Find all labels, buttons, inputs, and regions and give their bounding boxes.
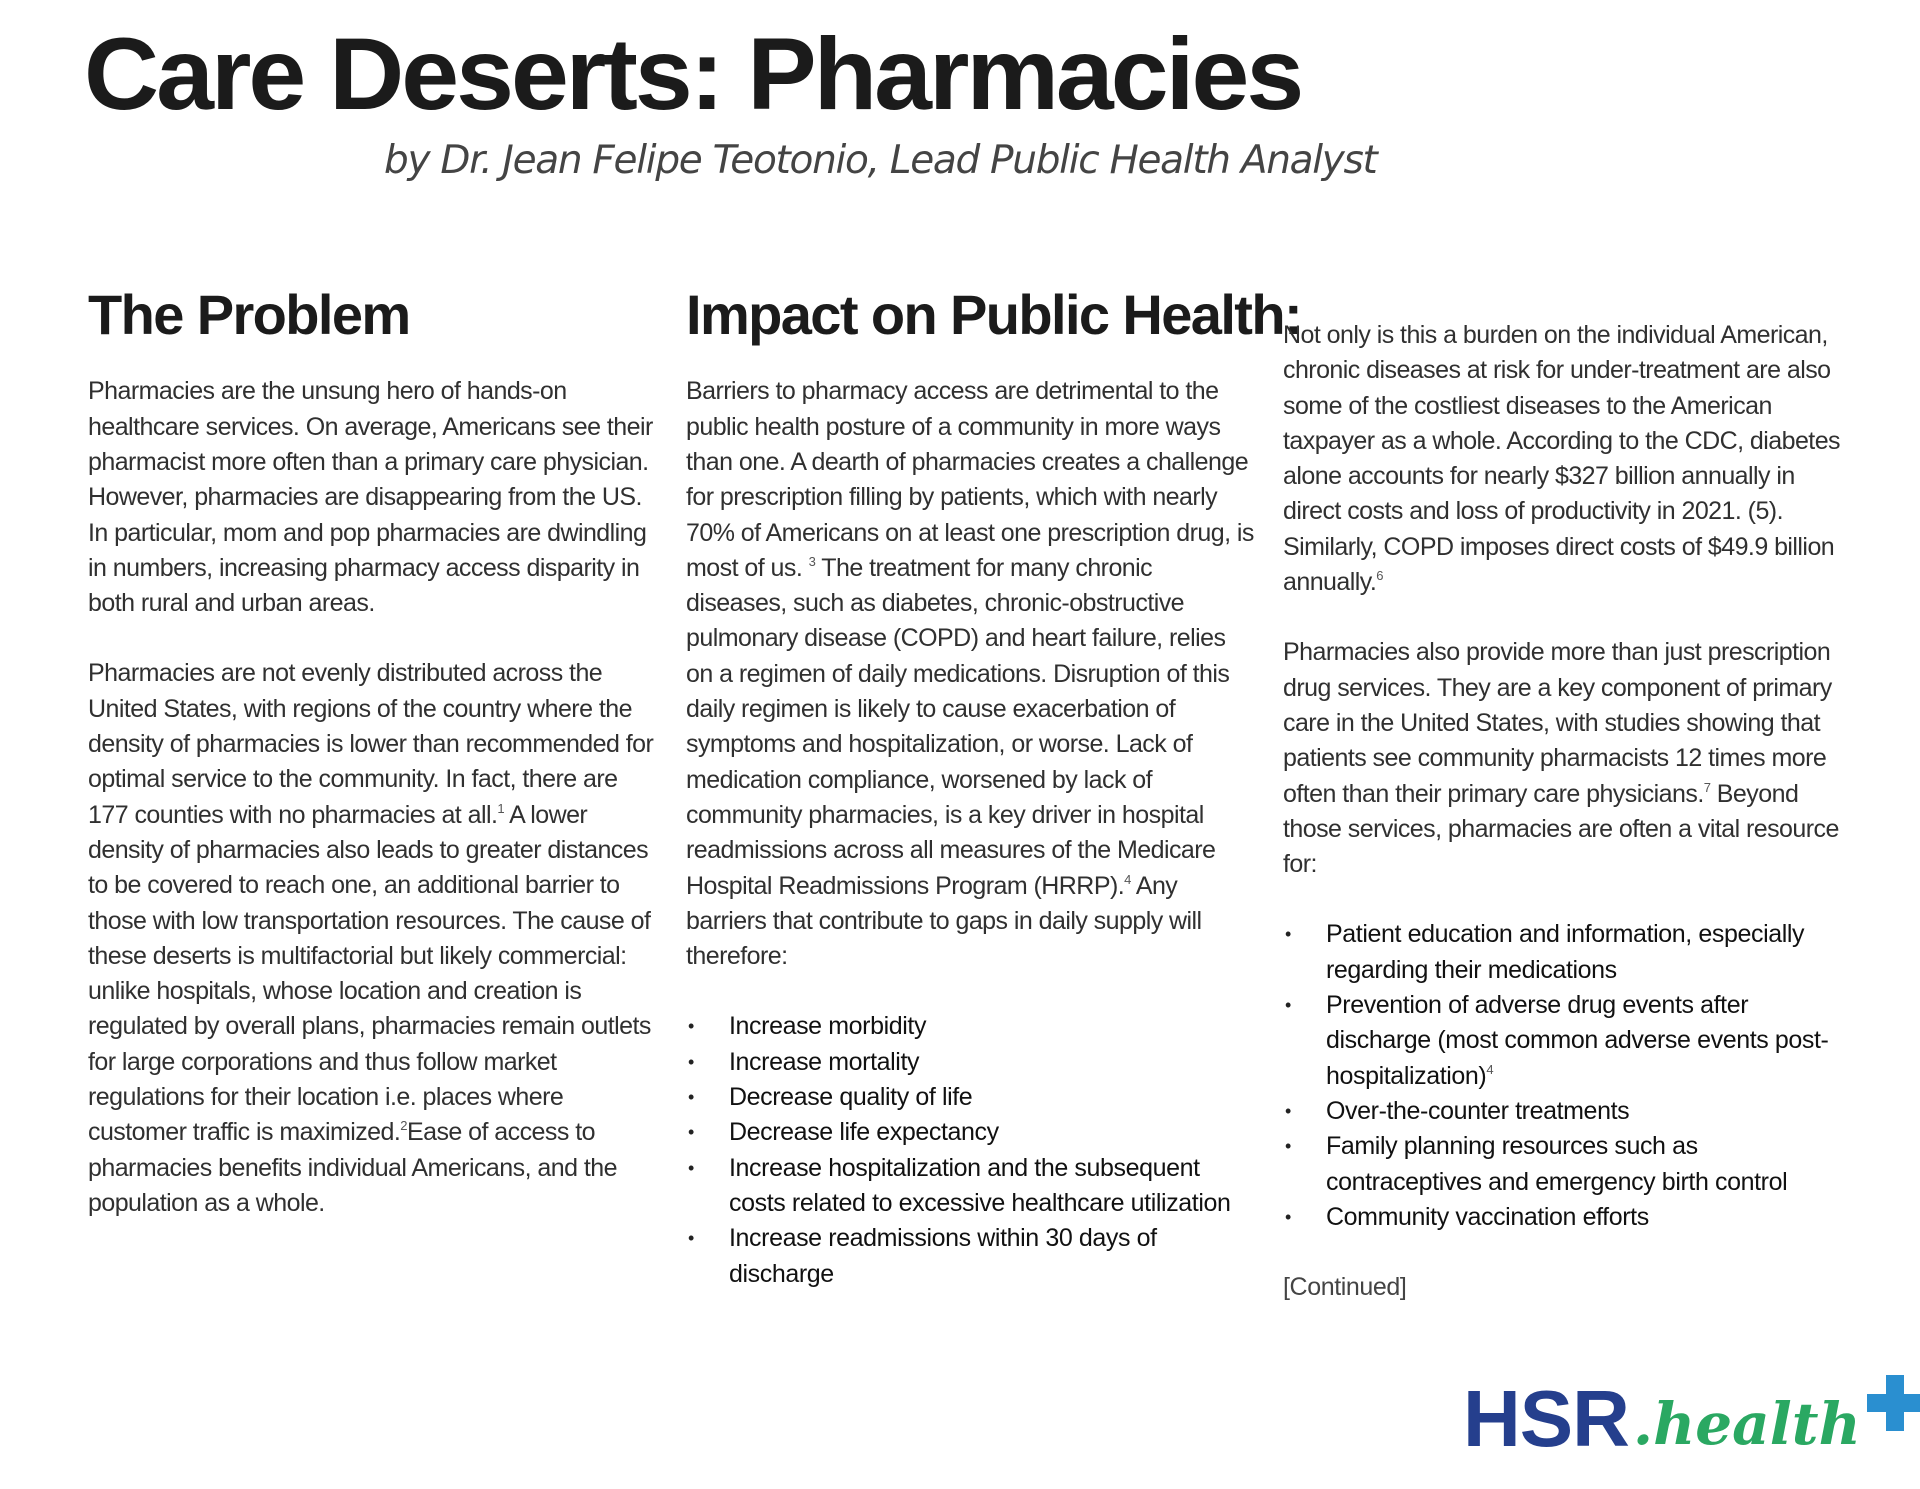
list-item: • Increase readmissions within 30 days of discharge [686, 1221, 1256, 1292]
page-title: Care Deserts: Pharmacies [84, 18, 1302, 132]
impact-column [686, 283, 1302, 1327]
list-item: • Decrease life expectancy [686, 1115, 1256, 1150]
footnote-ref: 7 [1703, 779, 1711, 795]
plus-icon [1867, 1375, 1920, 1431]
footnote-ref: 4 [1124, 871, 1131, 887]
hsr-health-logo [1463, 1374, 1920, 1463]
list-item: • Community vaccination efforts [1283, 1200, 1853, 1235]
footnote-ref: 1 [497, 800, 505, 816]
impact-heading: Impact on Public Health: [686, 283, 1302, 346]
continued-note: [Continued] [1283, 1273, 1407, 1302]
costs-column [1283, 318, 1853, 1305]
list-item: • Increase hospitalization and the subsequent costs related to excessive healthcare utilization [686, 1151, 1256, 1222]
list-item: • Increase mortality [686, 1045, 1256, 1080]
list-item: • Decrease quality of life [686, 1080, 1256, 1115]
services-paragraph: Pharmacies also provide more than just prescription drug services. They are a key component of primary care in the United States, with studies showing that patients see community pharmacists 12 times more often than their primary care physicians.$^7$ Beyond those services, pharmacies are often a vital resource for: [1283, 638, 1839, 879]
logo-wordmark-health: .health [1632, 1390, 1861, 1458]
list-item: • Family planning resources such as contraceptives and emergency birth control [1283, 1129, 1853, 1200]
problem-column [88, 283, 658, 1256]
footnote-ref: 6 [1376, 568, 1383, 584]
list-item: • Prevention of adverse drug events after discharge (most common adverse events post-hospitalization)$^4$ [1283, 988, 1853, 1094]
impact-paragraph: Barriers to pharmacy access are detrimental to the public health posture of a community in more ways than one. A dearth of pharmacies creates a challenge for prescription filling by patients, which with nearly 70% of Americans on at least one prescription drug, is most of us. $^3$ The treatment for many chronic diseases, such as diabetes, chronic-obstructive pulmonary disease (COPD) and heart failure, relies on a regimen of daily medications. Disruption of this daily regimen is likely to cause exacerbation of symptoms and hospitalization, or worse. Lack of medication compliance, worsened by lack of community pharmacies, is a key driver in hospital readmissions across all measures of the Medicare Hospital Readmissions Program (HRRP).$^4$ Any barriers that contribute to gaps in daily supply will therefore: [686, 377, 1254, 971]
list-item: • Patient education and information, especially regarding their medications [1283, 917, 1853, 988]
problem-paragraph-2: Pharmacies are not evenly distributed across the United States, with regions of the country where the density of pharmacies is lower than recommended for optimal service to the community. In fact, there are 177 counties with no pharmacies at all.$^1$ A lower density of pharmacies also leads to greater distances to be covered to reach one, an additional barrier to those with low transportation resources. The cause of these deserts is multifactorial but likely commercial: unlike hospitals, whose location and creation is regulated by overall plans, pharmacies remain outlets for large corporations and thus follow market regulations for their location i.e. places where customer traffic is maximized.$^2$Ease of access to pharmacies benefits individual Americans, and the population as a whole. [88, 659, 654, 1217]
footnote-ref: 4 [1486, 1061, 1494, 1077]
list-item: • Increase morbidity [686, 1009, 1256, 1044]
list-item: • Over-the-counter treatments [1283, 1094, 1853, 1129]
problem-paragraph-1: Pharmacies are the unsung hero of hands-on healthcare services. On average, Americans see their pharmacist more often than a primary care physician. However, pharmacies are disappearing from the US. In particular, mom and pop pharmacies are dwindling in numbers, increasing pharmacy access disparity in both rural and urban areas. [88, 377, 653, 618]
footnote-ref: 2 [400, 1118, 407, 1134]
author-byline: by Dr. Jean Felipe Teotonio, Lead Public Health Analyst [384, 138, 1377, 183]
services-bullet-list [1283, 917, 1853, 1235]
footnote-ref: 3 [808, 553, 816, 569]
logo-wordmark-hsr: HSR [1463, 1374, 1629, 1463]
problem-heading: The Problem [88, 283, 410, 346]
impact-bullet-list [686, 1009, 1256, 1291]
costs-paragraph: Not only is this a burden on the individual American, chronic diseases at risk for under-treatment are also some of the costliest diseases to the American taxpayer as a whole. According to the CDC, diabetes alone accounts for nearly $327 billion annually in direct costs and loss of productivity in 2021. (5). Similarly, COPD imposes direct costs of $49.9 billion annually.$^6$ [1283, 321, 1840, 597]
